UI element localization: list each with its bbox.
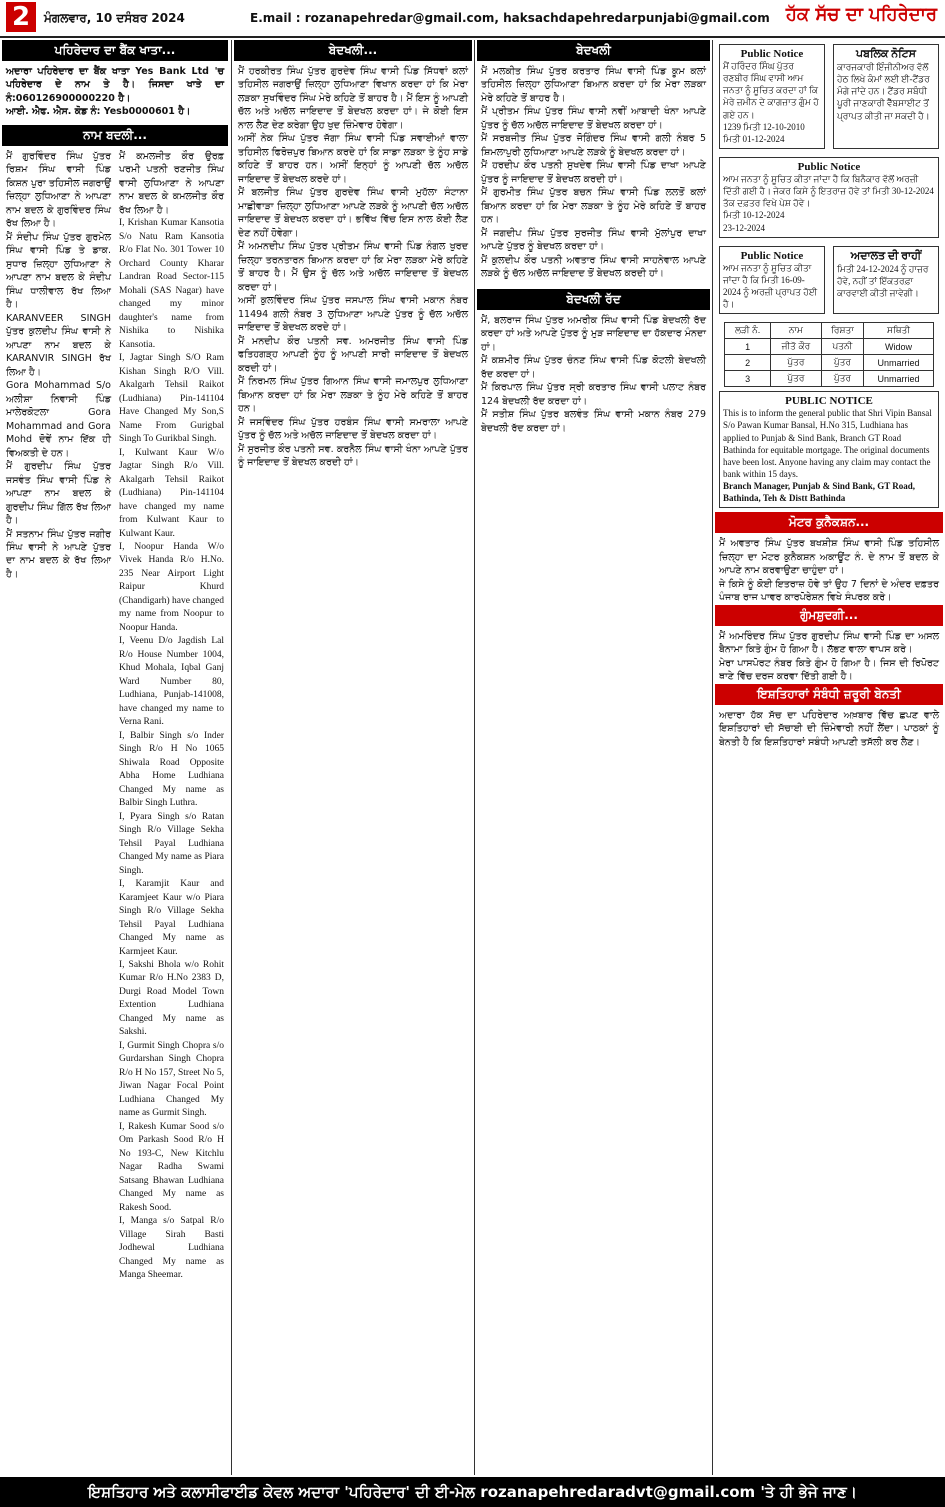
notice-item: ਮੈਂ ਬਲਜੀਤ ਸਿੰਘ ਪੁੱਤਰ ਗੁਰਦੇਵ ਸਿੰਘ ਵਾਸੀ ਮੁਹੱਲਾ ਸੰਟਾਨਾ ਮਾਛੀਵਾੜਾ ਜ਼ਿਲ੍ਹਾ ਲੁਧਿਆਣਾ ਆਪਣੇ ਲੜਕੇ ਨੂੰ ਆਪਣੀ ਚੱਲ ਅਚੱਲ ਜਾਇਦਾਦ ਤੋਂ ਬੇਦਖਲ ਕਰਦਾ ਹਾਂ। ਭਵਿੱਖ ਵਿੱਚ ਇਸ ਨਾਲ ਕੋਈ ਲੈਣ ਦੇਣ ਨਹੀਂ ਹੋਵੇਗਾ। bbox=[238, 187, 468, 239]
notice-item: I, Karamjit Kaur and Karamjeet Kaur w/o Piara Singh R/o Village Sekha Tehsil Payal Ludhiana Changed My name as Karmjeet Kaur. bbox=[119, 879, 224, 957]
heirs-table bbox=[724, 322, 934, 387]
notice-item: I, Manga s/o Satpal R/o Village Sirah Basti Jodhewal Ludhiana Changed My name as Manga Sheemar. bbox=[119, 1216, 224, 1281]
notice-item: I, Gurmit Singh Chopra s/o Gurdarshan Singh Chopra R/o H No 157, Street No 5, Jiwan Nagar Focal Point Ludhiana Changed My name as Gurmit Singh. bbox=[119, 1040, 224, 1119]
notice-item: ਮੈਂ ਸਤਨਾਮ ਸਿੰਘ ਪੁੱਤਰ ਜਗੀਰ ਸਿੰਘ ਵਾਸੀ ਨੇ ਆਪਣੇ ਪੁੱਤਰ ਦਾ ਨਾਮ ਬਦਲ ਕੇ ਰੱਖ ਲਿਆ ਹੈ। bbox=[6, 528, 111, 580]
notice-item: Gora Mohammad S/o ਅਲੀਸ਼ਾ ਨਿਵਾਸੀ ਪਿੰਡ ਮਾਲੇਰਕੋਟਲਾ Gora Mohammad and Gora Mohd ਦੋਵੇਂ ਨਾਮ ਇੱਕ ਹੀ ਵਿਅਕਤੀ ਦੇ ਹਨ। bbox=[6, 380, 111, 459]
notice-body: ਕਾਰਜਕਾਰੀ ਇੰਜੀਨੀਅਰ ਵੱਲੋਂ ਹੇਠ ਲਿਖੇ ਕੰਮਾਂ ਲਈ ਈ-ਟੈਂਡਰ ਮੰਗੇ ਜਾਂਦੇ ਹਨ। ਟੈਂਡਰ ਸਬੰਧੀ ਪੂਰੀ ਜਾਣਕਾਰੀ ਵੈੱਬਸਾਈਟ ਤੋਂ ਪ੍ਰਾਪਤ ਕੀਤੀ ਜਾ ਸਕਦੀ ਹੈ। bbox=[837, 62, 930, 121]
table-cell: ਪੁੱਤਰ bbox=[821, 355, 863, 371]
table-cell: 2 bbox=[725, 355, 771, 371]
notice-item: ਜੇ ਕਿਸੇ ਨੂੰ ਕੋਈ ਇਤਰਾਜ਼ ਹੋਵੇ ਤਾਂ ਉਹ 7 ਦਿਨਾਂ ਦੇ ਅੰਦਰ ਦਫ਼ਤਰ ਪੰਜਾਬ ਰਾਜ ਪਾਵਰ ਕਾਰਪੋਰੇਸ਼ਨ ਵਿਖੇ ਸੰਪਰਕ ਕਰੇ। bbox=[719, 578, 939, 604]
notice-item: ਮੈਂ ਕੁਲਦੀਪ ਕੌਰ ਪਤਨੀ ਅਵਤਾਰ ਸਿੰਘ ਵਾਸੀ ਸਾਹਨੇਵਾਲ ਆਪਣੇ ਲੜਕੇ ਨੂੰ ਚੱਲ ਅਚੱਲ ਜਾਇਦਾਦ ਤੋਂ ਬੇਦਖਲ ਕਰਦੀ ਹਾਂ। bbox=[481, 254, 706, 280]
notice-item: ਮੈਂ ਕਮਲਜੀਤ ਕੌਰ ਉਰਫ਼ ਪਰਮੀ ਪਤਨੀ ਰਣਜੀਤ ਸਿੰਘ ਵਾਸੀ ਲੁਧਿਆਣਾ ਨੇ ਆਪਣਾ ਨਾਮ ਬਦਲ ਕੇ ਕਮਲਜੀਤ ਕੌਰ ਰੱਖ ਲਿਆ ਹੈ। bbox=[119, 150, 224, 216]
notice-item: I, Krishan Kumar Kansotia S/o Natu Ram Kansotia R/o Flat No. 301 Tower 10 Orchard County Kharar Landran Road Sector-115 Mohali (SAS Nagar) have changed my minor daughter's name from Nishika to Nishika Kansotia. bbox=[119, 218, 224, 350]
table-cell: ਪੁੱਤਰ bbox=[821, 371, 863, 387]
notice-item: ਮੈਂ ਪ੍ਰੀਤਮ ਸਿੰਘ ਪੁੱਤਰ ਸਿੰਘ ਵਾਸੀ ਨਵੀਂ ਆਬਾਦੀ ਖੰਨਾ ਆਪਣੇ ਪੁੱਤਰ ਨੂੰ ਚੱਲ ਅਚੱਲ ਜਾਇਦਾਦ ਤੋਂ ਬੇਦਖਲ ਕਰਦਾ ਹਾਂ। bbox=[481, 106, 706, 131]
notice-item: ਮੈਂ ਗੁਰਮੀਤ ਸਿੰਘ ਪੁੱਤਰ ਬਚਨ ਸਿੰਘ ਵਾਸੀ ਪਿੰਡ ਲਲਤੋਂ ਕਲਾਂ ਬਿਆਨ ਕਰਦਾ ਹਾਂ ਕਿ ਮੇਰਾ ਲੜਕਾ ਤੇ ਨੂੰਹ ਮੇਰੇ ਕਹਿਣੇ ਤੋਂ ਬਾਹਰ ਹਨ। bbox=[481, 187, 706, 226]
notice-row bbox=[715, 40, 943, 153]
notice-item: ਮੈਂ ਸੰਦੀਪ ਸਿੰਘ ਪੁੱਤਰ ਗੁਰਮੇਲ ਸਿੰਘ ਵਾਸੀ ਪਿੰਡ ਤੇ ਡਾਕ. ਸੁਧਾਰ ਜ਼ਿਲ੍ਹਾ ਲੁਧਿਆਣਾ ਨੇ ਆਪਣਾ ਨਾਮ ਬਦਲ ਕੇ ਸੰਦੀਪ ਸਿੰਘ ਧਾਲੀਵਾਲ ਰੱਖ ਲਿਆ ਹੈ। bbox=[6, 231, 111, 311]
notice-item: ਮੈਂ ਮਨਦੀਪ ਕੌਰ ਪਤਨੀ ਸਵ. ਅਮਰਜੀਤ ਸਿੰਘ ਵਾਸੀ ਪਿੰਡ ਫਤਿਹਗੜ੍ਹ ਆਪਣੀ ਨੂੰਹ ਨੂੰ ਆਪਣੀ ਸਾਰੀ ਜਾਇਦਾਦ ਤੋਂ ਬੇਦਖਲ ਕਰਦੀ ਹਾਂ। bbox=[238, 335, 468, 374]
public-notice-box bbox=[719, 44, 825, 149]
notice-item: ਮੈਂ ਸਰਬਜੀਤ ਸਿੰਘ ਪੁੱਤਰ ਜੋਗਿੰਦਰ ਸਿੰਘ ਵਾਸੀ ਗਲੀ ਨੰਬਰ 5 ਸ਼ਿਮਲਾਪੁਰੀ ਲੁਧਿਆਣਾ ਆਪਣੇ ਲੜਕੇ ਨੂੰ ਬੇਦਖਲ ਕਰਦਾ ਹਾਂ। bbox=[481, 133, 706, 158]
notice-date: 1239 ਮਿਤੀ 12-10-2010 bbox=[723, 121, 805, 132]
notice-item: ਮੈਂ ਅਮਨਦੀਪ ਸਿੰਘ ਪੁੱਤਰ ਪ੍ਰੀਤਮ ਸਿੰਘ ਵਾਸੀ ਪਿੰਡ ਨੰਗਲ ਖੁਰਦ ਜ਼ਿਲ੍ਹਾ ਤਰਨਤਾਰਨ ਬਿਆਨ ਕਰਦਾ ਹਾਂ ਕਿ ਮੇਰਾ ਲੜਕਾ ਮੇਰੇ ਕਹਿਣੇ ਤੋਂ ਬਾਹਰ ਹੈ। ਮੈਂ ਉਸ ਨੂੰ ਚੱਲ ਅਤੇ ਅਚੱਲ ਜਾਇਦਾਦ ਤੋਂ ਬੇਦਖਲ ਕਰਦਾ ਹਾਂ। bbox=[238, 241, 468, 293]
notice-item: ਮੈਂ ਗੁਰਦੀਪ ਸਿੰਘ ਪੁੱਤਰ ਜਸਵੰਤ ਸਿੰਘ ਵਾਸੀ ਪਿੰਡ ਨੇ ਆਪਣਾ ਨਾਮ ਬਦਲ ਕੇ ਗੁਰਦੀਪ ਸਿੰਘ ਗਿੱਲ ਰੱਖ ਲਿਆ ਹੈ। bbox=[6, 461, 111, 527]
notice-item: I, Veenu D/o Jagdish Lal R/o House Number 1004, Khud Mohala, Iqbal Ganj Ward Number 80, Ludhiana, Punjab-141008, have changed my name to Verna Rani. bbox=[119, 636, 224, 728]
column-3 bbox=[477, 40, 710, 1475]
column-1 bbox=[2, 40, 228, 1475]
summon-box bbox=[833, 246, 939, 315]
bedakhli-heading: ਬੇਦਖਲੀ... bbox=[234, 40, 472, 61]
notice-item: ਮੈਂ, ਬਲਰਾਜ ਸਿੰਘ ਪੁੱਤਰ ਅਮਰੀਕ ਸਿੰਘ ਵਾਸੀ ਪਿੰਡ ਬੇਦਖਲੀ ਰੱਦ ਕਰਦਾ ਹਾਂ ਅਤੇ ਆਪਣੇ ਪੁੱਤਰ ਨੂੰ ਮੁੜ ਜਾਇਦਾਦ ਦਾ ਹੱਕਦਾਰ ਮੰਨਦਾ ਹਾਂ। bbox=[481, 314, 706, 353]
notice-item: ਮੈਂ ਅਵਤਾਰ ਸਿੰਘ ਪੁੱਤਰ ਬਖਸ਼ੀਸ਼ ਸਿੰਘ ਵਾਸੀ ਪਿੰਡ ਤਹਿਸੀਲ ਜ਼ਿਲ੍ਹਾ ਦਾ ਮੋਟਰ ਕੁਨੈਕਸ਼ਨ ਅਕਾਊਂਟ ਨੰ. ਦੇ ਨਾਮ ਤੋਂ ਬਦਲ ਕੇ ਆਪਣੇ ਨਾਮ ਕਰਵਾਉਣਾ ਚਾਹੁੰਦਾ ਹਾਂ। bbox=[719, 538, 939, 577]
table-row bbox=[725, 371, 934, 387]
bank-line: ਅਦਾਰਾ ਪਹਿਰੇਦਾਰ ਦਾ ਬੈਂਕ ਖਾਤਾ Yes Bank Ltd 'ਚ ਪਹਿਰੇਦਾਰ ਦੇ ਨਾਮ ਤੇ ਹੈ। ਜਿਸਦਾ ਖਾਤੇ ਦਾ ਨੰ:060126900000220 ਹੈ। bbox=[6, 66, 224, 104]
column-4 bbox=[715, 40, 943, 1475]
notice-item: ਮੈਂ ਹਰਕੀਰਤ ਸਿੰਘ ਪੁੱਤਰ ਗੁਰਦੇਵ ਸਿੰਘ ਵਾਸੀ ਪਿੰਡ ਸਿੱਧਵਾਂ ਕਲਾਂ ਤਹਿਸੀਲ ਜਗਰਾਉਂ ਜ਼ਿਲ੍ਹਾ ਲੁਧਿਆਣਾ ਵਿਖਾਨ ਕਰਦਾ ਹਾਂ ਕਿ ਮੇਰਾ ਲੜਕਾ ਸੁਖਵਿੰਦਰ ਸਿੰਘ ਮੇਰੇ ਕਹਿਣੇ ਤੋਂ ਬਾਹਰ ਹੈ। ਮੈਂ ਇਸ ਨੂੰ ਆਪਣੀ ਚੱਲ ਅਤੇ ਅਚੱਲ ਜਾਇਦਾਦ ਤੋਂ ਬੇਦਖਲ ਕਰਦਾ ਹਾਂ। ਜੇ ਕੋਈ ਇਸ ਨਾਲ ਲੈਣ ਦੇਣ ਕਰੇਗਾ ਉਹ ਖੁਦ ਜ਼ਿੰਮੇਵਾਰ ਹੋਵੇਗਾ। bbox=[238, 66, 468, 131]
notice-signature: Branch Manager, Punjab & Sind Bank, GT Road, Bathinda, Teh & Distt Bathinda bbox=[723, 481, 916, 504]
bank-line: ਆਈ. ਐਫ. ਐਸ. ਕੋਡ ਨੰ: Yesb0000601 ਹੈ। bbox=[6, 106, 191, 118]
table-header: ਰਿਸ਼ਤਾ bbox=[821, 323, 863, 339]
public-notice-box bbox=[719, 157, 939, 238]
name-change-left bbox=[2, 150, 115, 1283]
notice-date: ਮਿਤੀ 10-12-2024 bbox=[723, 210, 785, 221]
notice-item: ਮੈਂ ਜਸਵਿੰਦਰ ਸਿੰਘ ਪੁੱਤਰ ਹਰਬੰਸ ਸਿੰਘ ਵਾਸੀ ਸਮਰਾਲਾ ਆਪਣੇ ਪੁੱਤਰ ਨੂੰ ਚੱਲ ਅਤੇ ਅਚੱਲ ਜਾਇਦਾਦ ਤੋਂ ਬੇਦਖਲ ਕਰਦਾ ਹਾਂ। bbox=[238, 416, 468, 442]
notice-item: KARANVEER SINGH ਪੁੱਤਰ ਕੁਲਦੀਪ ਸਿੰਘ ਵਾਸੀ ਨੇ ਆਪਣਾ ਨਾਮ ਬਦਲ ਕੇ KARANVIR SINGH ਰੱਖ ਲਿਆ ਹੈ। bbox=[6, 312, 111, 378]
contact-email: E.mail : rozanapehredar@gmail.com, haksachdapehredarpunjabi@gmail.com bbox=[250, 11, 770, 25]
table-cell: ਪਤਨੀ bbox=[821, 339, 863, 355]
name-change-right bbox=[115, 150, 228, 1283]
tender-notice-box bbox=[833, 44, 939, 149]
bedakhli-heading: ਬੇਦਖਲੀ bbox=[477, 40, 710, 61]
table-cell: ਪੁੱਤਰ bbox=[771, 371, 822, 387]
notice-item: I, Noopur Handa W/o Vivek Handa R/o H.No. 235 Near Airport Light Raipur Khurd (Chandigarh) have changed my name from Noopur to Noopur Handa. bbox=[119, 541, 224, 633]
notice-title: Public Notice bbox=[740, 249, 804, 262]
notice-item: ਮੈਂ ਗੁਰਵਿੰਦਰ ਸਿੰਘ ਪੁੱਤਰ ਰਿਸ਼ਮ ਸਿੰਘ ਵਾਸੀ ਪਿੰਡ ਕਿਸ਼ਨ ਪੁਰਾ ਤਹਿਸੀਲ ਜਗਰਾਉਂ ਜ਼ਿਲ੍ਹਾ ਲੁਧਿਆਣਾ ਨੇ ਆਪਣਾ ਨਾਮ ਬਦਲ ਕੇ ਗੁਰਵਿੰਦਰ ਸਿੰਘ ਰੱਖ ਲਿਆ ਹੈ। bbox=[6, 150, 111, 230]
notice-title: Public Notice bbox=[797, 160, 861, 173]
bank-heading: ਪਹਿਰੇਦਾਰ ਦਾ ਬੈਂਕ ਖਾਤਾ... bbox=[2, 40, 228, 61]
bank-info bbox=[6, 65, 224, 119]
notice-item: I, Kulwant Kaur W/o Jagtar Singh R/o Vill. Akalgarh Tehsil Raikot (Ludhiana) Pin-141104 have changed my name from Kulwant Kaur to Kulwant Kaur. bbox=[119, 447, 224, 539]
table-header: ਸਥਿਤੀ bbox=[864, 323, 934, 339]
table-cell: 1 bbox=[725, 339, 771, 355]
page-number: 2 bbox=[6, 2, 36, 32]
notice-body: This is to inform the general public that Shri Vipin Bansal S/o Pawan Kumar Bansal, H.No 315, Ludhiana has applied to Punjab & Sind Bank, Branch GT Road Bathinda for equitable mortgage. The original documents have been lost. Anyone having any claim may contact the bank within 15 days. bbox=[723, 408, 932, 479]
footer-banner: ਇਸ਼ਤਿਹਾਰ ਅਤੇ ਕਲਾਸੀਫਾਈਡ ਕੇਵਲ ਅਦਾਰਾ 'ਪਹਿਰੇਦਾਰ' ਦੀ ਈ-ਮੇਲ rozanapehredaradvt@gmail.com 'ਤੇ ਹੀ ਭੇਜੇ ਜਾਣ। bbox=[0, 1477, 945, 1507]
notice-item: ਮੈਂ ਕਸ਼ਮੀਰ ਸਿੰਘ ਪੁੱਤਰ ਚੰਨਣ ਸਿੰਘ ਵਾਸੀ ਪਿੰਡ ਕੋਟਲੀ ਬੇਦਖਲੀ ਰੱਦ ਕਰਦਾ ਹਾਂ। bbox=[481, 355, 706, 380]
notice-date: 23-12-2024 bbox=[723, 222, 765, 233]
notice-body: ਮਿਤੀ 24-12-2024 ਨੂੰ ਹਾਜ਼ਰ ਹੋਵੇ, ਨਹੀਂ ਤਾਂ ਇੱਕਤਰਫ਼ਾ ਕਾਰਵਾਈ ਕੀਤੀ ਜਾਵੇਗੀ। bbox=[837, 263, 929, 298]
table-cell: Widow bbox=[864, 339, 934, 355]
notice-item: ਮੈਂ ਮਲਕੀਤ ਸਿੰਘ ਪੁੱਤਰ ਕਰਤਾਰ ਸਿੰਘ ਵਾਸੀ ਪਿੰਡ ਕੂਮ ਕਲਾਂ ਤਹਿਸੀਲ ਜ਼ਿਲ੍ਹਾ ਲੁਧਿਆਣਾ ਬਿਆਨ ਕਰਦਾ ਹਾਂ ਕਿ ਮੇਰਾ ਲੜਕਾ ਮੇਰੇ ਕਹਿਣੇ ਤੋਂ ਬਾਹਰ ਹੈ। bbox=[481, 66, 706, 104]
table-header-row bbox=[725, 323, 934, 339]
table-header: ਨਾਮ bbox=[771, 323, 822, 339]
table-header: ਲੜੀ ਨੰ. bbox=[725, 323, 771, 339]
notice-date: ਮਿਤੀ 01-12-2024 bbox=[723, 133, 785, 144]
notice-item: ਮੈਂ ਸੁਰਜੀਤ ਕੌਰ ਪਤਨੀ ਸਵ. ਕਰਨੈਲ ਸਿੰਘ ਵਾਸੀ ਖੰਨਾ ਆਪਣੇ ਪੁੱਤਰ ਨੂੰ ਜਾਇਦਾਦ ਤੋਂ ਬੇਦਖਲ ਕਰਦੀ ਹਾਂ। bbox=[238, 443, 468, 469]
notice-row bbox=[715, 242, 943, 319]
notice-item: ਅਸੀਂ ਕੁਲਵਿੰਦਰ ਸਿੰਘ ਪੁੱਤਰ ਜਸਪਾਲ ਸਿੰਘ ਵਾਸੀ ਮਕਾਨ ਨੰਬਰ 11494 ਗਲੀ ਨੰਬਰ 3 ਲੁਧਿਆਣਾ ਆਪਣੇ ਪੁੱਤਰ ਨੂੰ ਚੱਲ ਅਚੱਲ ਜਾਇਦਾਦ ਤੋਂ ਬੇਦਖਲ ਕਰਦੇ ਹਾਂ। bbox=[238, 295, 468, 334]
notice-item: I, Jagtar Singh S/O Ram Kishan Singh R/O Vill. Akalgarh Tehsil Raikot (Ludhiana) Pin-141104 Have Changed My Son,S Name From Gurigbal Singh To Gurikbal Singh. bbox=[119, 353, 224, 445]
notice-title: ਪਬਲਿਕ ਨੋਟਿਸ bbox=[856, 48, 916, 60]
notice-item: I, Sakshi Bhola w/o Rohit Kumar R/o H.No 2383 D, Durgi Road Model Town Extention Ludhiana Changed My name as Sakshi. bbox=[119, 960, 224, 1038]
table-row bbox=[725, 355, 934, 371]
notice-item: ਮੈਂ ਕਿਰਪਾਲ ਸਿੰਘ ਪੁੱਤਰ ਸ੍ਰੀ ਕਰਤਾਰ ਸਿੰਘ ਵਾਸੀ ਪਲਾਟ ਨੰਬਰ 124 ਬੇਦਖਲੀ ਰੱਦ ਕਰਦਾ ਹਾਂ। bbox=[481, 382, 706, 407]
newspaper-logo: ਹੱਕ ਸੱਚ ਦਾ ਪਹਿਰੇਦਾਰ bbox=[785, 4, 937, 25]
column-2 bbox=[234, 40, 472, 1475]
issue-date: ਮੰਗਲਵਾਰ, 10 ਦਸੰਬਰ 2024 bbox=[44, 11, 185, 25]
notice-title: PUBLIC NOTICE bbox=[785, 395, 873, 408]
column-divider bbox=[712, 40, 713, 1475]
gumshudgi-heading: ਗੁੰਮਸ਼ੁਦਗੀ... bbox=[715, 605, 943, 626]
notice-item: ਮੇਰਾ ਪਾਸਪੋਰਟ ਨੰਬਰ ਕਿਤੇ ਗੁੰਮ ਹੋ ਗਿਆ ਹੈ। ਜਿਸ ਦੀ ਰਿਪੋਰਟ ਥਾਣੇ ਵਿੱਚ ਦਰਜ ਕਰਵਾ ਦਿੱਤੀ ਗਈ ਹੈ। bbox=[719, 657, 939, 683]
notice-body: ਆਮ ਜਨਤਾ ਨੂੰ ਸੂਚਿਤ ਕੀਤਾ ਜਾਂਦਾ ਹੈ ਕਿ ਮਿਤੀ 16-09-2024 ਨੂੰ ਅਰਜ਼ੀ ਪ੍ਰਾਪਤ ਹੋਈ ਹੈ। bbox=[723, 262, 818, 310]
table-cell: ਜੀਤੋ ਕੌਰ bbox=[771, 339, 822, 355]
notice-item: ਅਸੀਂ ਨੇਕ ਸਿੰਘ ਪੁੱਤਰ ਜੱਗਾ ਸਿੰਘ ਵਾਸੀ ਪਿੰਡ ਸਵਾਈਆਂ ਵਾਲਾ ਤਹਿਸੀਲ ਫਿਰੋਜ਼ਪੁਰ ਬਿਆਨ ਕਰਦੇ ਹਾਂ ਕਿ ਸਾਡਾ ਲੜਕਾ ਤੇ ਨੂੰਹ ਸਾਡੇ ਕਹਿਣੇ ਤੋਂ ਬਾਹਰ ਹਨ। ਅਸੀਂ ਇਨ੍ਹਾਂ ਨੂੰ ਆਪਣੀ ਚੱਲ ਅਚੱਲ ਜਾਇਦਾਦ ਤੋਂ ਬੇਦਖਲ ਕਰਦੇ ਹਾਂ। bbox=[238, 133, 468, 185]
bedakhli-radd-heading: ਬੇਦਖਲੀ ਰੱਦ bbox=[477, 289, 710, 310]
notice-body: ਆਮ ਜਨਤਾ ਨੂੰ ਸੂਚਿਤ ਕੀਤਾ ਜਾਂਦਾ ਹੈ ਕਿ ਬਿਨੈਕਾਰ ਵੱਲੋਂ ਅਰਜ਼ੀ ਦਿੱਤੀ ਗਈ ਹੈ। ਜੇਕਰ ਕਿਸੇ ਨੂੰ ਇਤਰਾਜ਼ ਹੋਵੇ ਤਾਂ ਮਿਤੀ 30-12-2024 ਤੱਕ ਦਫ਼ਤਰ ਵਿਖੇ ਪੇਸ਼ ਹੋਵੇ। bbox=[723, 173, 934, 209]
column-divider bbox=[474, 40, 475, 1475]
notice-item: I, Balbir Singh s/o Inder Singh R/o H No 1065 Shiwala Road Opposite Abha Home Ludhiana Changed My name as Balbir Singh Luthra. bbox=[119, 730, 224, 809]
table-cell: Unmarried bbox=[864, 371, 934, 387]
notice-title: Public Notice bbox=[740, 48, 804, 60]
masthead-bar bbox=[0, 0, 945, 38]
name-change-columns bbox=[2, 150, 228, 1283]
table-cell: 3 bbox=[725, 371, 771, 387]
column-divider bbox=[231, 40, 232, 1475]
notice-item: ਮੈਂ ਜਗਦੀਪ ਸਿੰਘ ਪੁੱਤਰ ਸੁਰਜੀਤ ਸਿੰਘ ਵਾਸੀ ਮੁੱਲਾਂਪੁਰ ਦਾਖਾ ਆਪਣੇ ਪੁੱਤਰ ਨੂੰ ਬੇਦਖਲ ਕਰਦਾ ਹਾਂ। bbox=[481, 227, 706, 253]
notice-item: I, Pyara Singh s/o Ratan Singh R/o Village Sekha Tehsil Payal Ludhiana Changed My name as Piara Singh. bbox=[119, 811, 224, 876]
notice-body: ਮੈਂ ਹਰਿੰਦਰ ਸਿੰਘ ਪੁੱਤਰ ਰਣਬੀਰ ਸਿੰਘ ਵਾਸੀ ਆਮ ਜਨਤਾ ਨੂੰ ਸੂਚਿਤ ਕਰਦਾ ਹਾਂ ਕਿ ਮੇਰੇ ਜ਼ਮੀਨ ਦੇ ਕਾਗਜ਼ਾਤ ਗੁੰਮ ਹੋ ਗਏ ਹਨ। bbox=[723, 61, 819, 120]
notice-item: ਮੈਂ ਨਿਰਮਲ ਸਿੰਘ ਪੁੱਤਰ ਗਿਆਨ ਸਿੰਘ ਵਾਸੀ ਜਮਾਲਪੁਰ ਲੁਧਿਆਣਾ ਬਿਆਨ ਕਰਦਾ ਹਾਂ ਕਿ ਮੇਰਾ ਲੜਕਾ ਤੇ ਨੂੰਹ ਮੇਰੇ ਕਹਿਣੇ ਤੋਂ ਬਾਹਰ ਹਨ। bbox=[238, 376, 468, 415]
table-cell: ਪੁੱਤਰ bbox=[771, 355, 822, 371]
table-row bbox=[725, 339, 934, 355]
motor-heading: ਮੋਟਰ ਕੁਨੈਕਸ਼ਨ... bbox=[715, 512, 943, 533]
advertisers-heading: ਇਸ਼ਤਿਹਾਰਾਂ ਸੰਬੰਧੀ ਜ਼ਰੂਰੀ ਬੇਨਤੀ bbox=[715, 684, 943, 705]
notice-item: ਮੈਂ ਹਰਦੀਪ ਕੌਰ ਪਤਨੀ ਸੁਖਦੇਵ ਸਿੰਘ ਵਾਸੀ ਪਿੰਡ ਦਾਖਾ ਆਪਣੇ ਪੁੱਤਰ ਨੂੰ ਜਾਇਦਾਦ ਤੋਂ ਬੇਦਖਲ ਕਰਦੀ ਹਾਂ। bbox=[481, 160, 706, 185]
notice-item: ਮੈਂ ਅਮਰਿੰਦਰ ਸਿੰਘ ਪੁੱਤਰ ਗੁਰਦੀਪ ਸਿੰਘ ਵਾਸੀ ਪਿੰਡ ਦਾ ਅਸਲ ਬੈਨਾਮਾ ਕਿਤੇ ਗੁੰਮ ਹੋ ਗਿਆ ਹੈ। ਲੱਭਣ ਵਾਲਾ ਵਾਪਸ ਕਰੇ। bbox=[719, 630, 939, 656]
public-notice-box bbox=[719, 246, 825, 315]
notice-item: ਮੈਂ ਸਤੀਸ਼ ਸਿੰਘ ਪੁੱਤਰ ਬਲਵੰਤ ਸਿੰਘ ਵਾਸੀ ਮਕਾਨ ਨੰਬਰ 279 ਬੇਦਖਲੀ ਰੱਦ ਕਰਦਾ ਹਾਂ। bbox=[481, 409, 706, 434]
table-cell: Unmarried bbox=[864, 355, 934, 371]
bank-public-notice-box bbox=[719, 391, 939, 508]
notice-title: ਅਦਾਲਤ ਦੀ ਰਾਹੀਂ bbox=[850, 249, 922, 262]
advertisers-note: ਅਦਾਰਾ ਹੱਕ ਸੱਚ ਦਾ ਪਹਿਰੇਦਾਰ ਅਖ਼ਬਾਰ ਵਿੱਚ ਛਪਣ ਵਾਲੇ ਇਸ਼ਤਿਹਾਰਾਂ ਦੀ ਸੱਚਾਈ ਦੀ ਜ਼ਿੰਮੇਵਾਰੀ ਨਹੀਂ ਲੈਂਦਾ। ਪਾਠਕਾਂ ਨੂੰ ਬੇਨਤੀ ਹੈ ਕਿ ਇਸ਼ਤਿਹਾਰਾਂ ਸਬੰਧੀ ਆਪਣੀ ਤਸੱਲੀ ਕਰ ਲੈਣ। bbox=[719, 709, 939, 748]
name-change-heading: ਨਾਮ ਬਦਲੀ... bbox=[2, 125, 228, 146]
notice-item: I, Rakesh Kumar Sood s/o Om Parkash Sood R/o H No 193-C, New Kitchlu Nagar Radha Swami Satsang Bhawan Ludhiana Changed My name as Rakesh Sood. bbox=[119, 1121, 224, 1213]
